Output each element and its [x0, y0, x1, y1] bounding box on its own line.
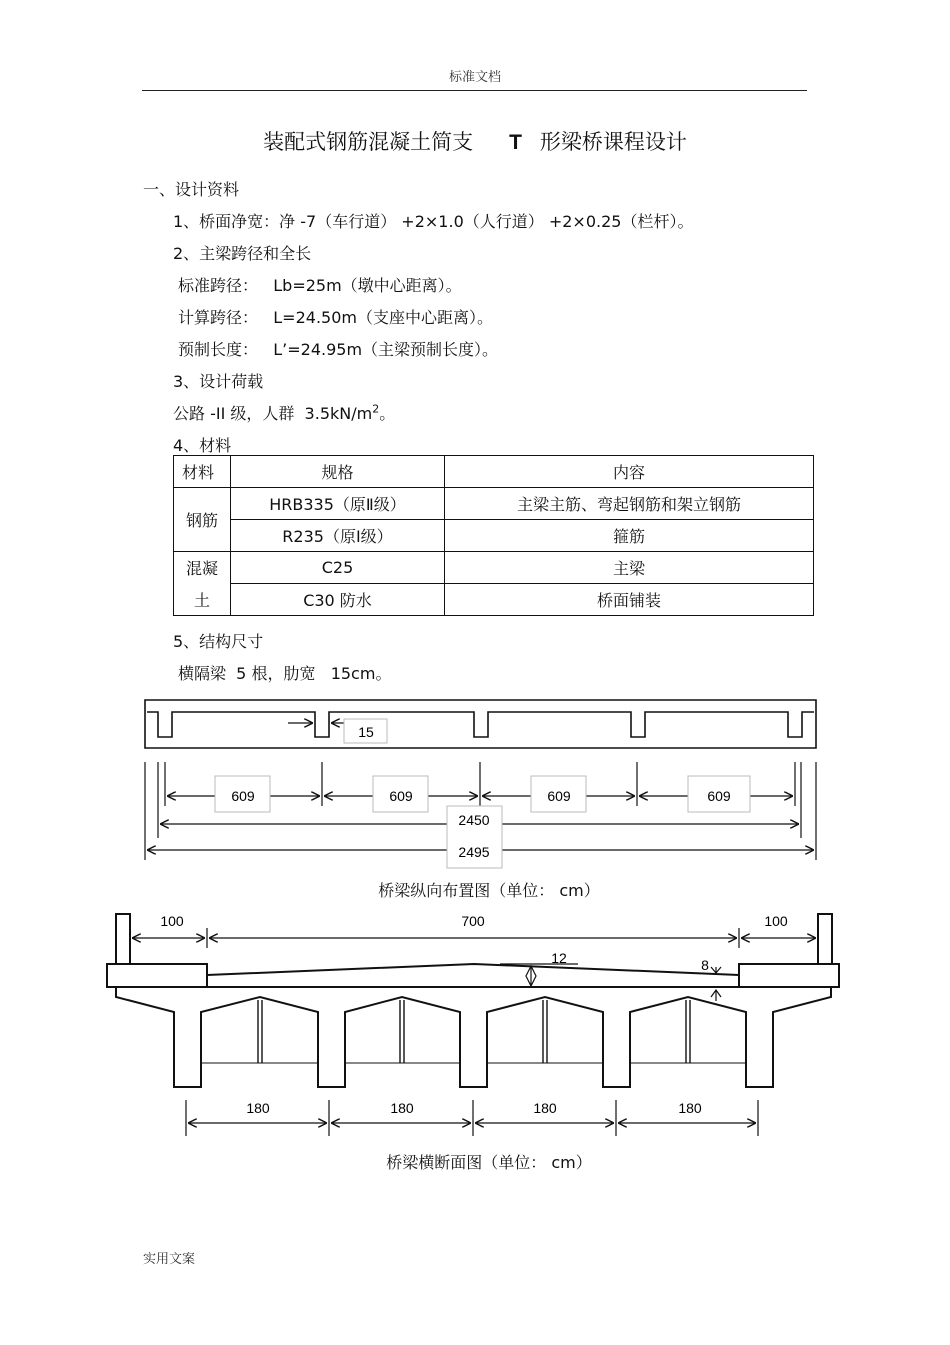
content-cell: 主梁主筋、弯起钢筋和架立钢筋	[445, 488, 814, 520]
diaphragm-lines	[201, 1000, 746, 1063]
girder-spacing-4: 180	[678, 1100, 702, 1116]
pavement-edge-label: 8	[701, 957, 709, 973]
load-end: 。	[379, 404, 396, 423]
total-length-label: 2495	[458, 844, 490, 860]
load-description	[173, 401, 395, 424]
rib-width-label: 15	[358, 724, 374, 740]
item-dimensions: 5、结构尺寸	[173, 632, 264, 651]
table-row	[174, 552, 814, 584]
material-concrete-bottom: 土	[174, 584, 231, 616]
content-cell: 主梁	[445, 552, 814, 584]
span-standard: 标准跨径： Lb=25m（墩中心距离）。	[178, 276, 462, 295]
span-precast: 预制长度： L’=24.95m（主梁预制长度）。	[178, 340, 499, 359]
girder-spacing-lines	[186, 1100, 758, 1136]
span-calculated: 计算跨径： L=24.50m（支座中心距离）。	[178, 308, 493, 327]
longitudinal-caption: 桥梁纵向布置图（单位： cm）	[378, 881, 600, 900]
item-load: 3、设计荷载	[173, 372, 264, 391]
cross-section-diagram	[0, 905, 950, 1143]
content-cell: 箍筋	[445, 520, 814, 552]
sidewalk-left-label: 100	[160, 913, 184, 929]
page-footer: 实用文案	[143, 1252, 196, 1267]
diaphragm-spec: 横隔梁 5 根，肋宽 15cm。	[178, 664, 392, 683]
girder-spacing-3: 180	[533, 1100, 557, 1116]
table-row	[174, 520, 814, 552]
title-letter: T	[509, 131, 522, 154]
girder-spacing-labels	[246, 1100, 702, 1116]
cross-section-caption: 桥梁横断面图（单位： cm）	[386, 1153, 592, 1172]
table-row	[174, 488, 814, 520]
item-deck-width: 1、桥面净宽：净 -7（车行道） +2×1.0（人行道） +2×0.25（栏杆）。	[173, 212, 694, 231]
span-label-2: 609	[389, 788, 413, 804]
spec-cell: R235（原Ⅰ级）	[231, 520, 445, 552]
page-header: 标准文档	[448, 70, 501, 85]
girder-spacing-1: 180	[246, 1100, 270, 1116]
longitudinal-diagram	[0, 690, 950, 870]
spec-cell: C30 防水	[231, 584, 445, 616]
span-label-3: 609	[547, 788, 571, 804]
item-span: 2、主梁跨径和全长	[173, 244, 312, 263]
document-title	[0, 126, 950, 156]
load-superscript: 2	[372, 402, 380, 416]
carriageway-label: 700	[461, 913, 485, 929]
title-prefix: 装配式钢筋混凝土简支	[263, 130, 474, 154]
calc-span-label: 2450	[458, 812, 490, 828]
spec-cell: C25	[231, 552, 445, 584]
sidewalk-right-label: 100	[764, 913, 788, 929]
materials-table	[173, 455, 814, 616]
header-rule	[142, 90, 807, 91]
material-rebar: 钢筋	[174, 488, 231, 552]
span-label-4: 609	[707, 788, 731, 804]
spec-cell: HRB335（原Ⅱ级）	[231, 488, 445, 520]
table-row	[174, 584, 814, 616]
span-label-1: 609	[231, 788, 255, 804]
table-header-row	[174, 456, 814, 488]
header-spec: 规格	[231, 456, 445, 488]
load-text: 公路 -II 级，人群 3.5kN/m	[173, 404, 373, 423]
section-heading: 一、设计资料	[143, 180, 240, 199]
pavement-center-label: 12	[551, 950, 567, 966]
girder-spacing-2: 180	[390, 1100, 414, 1116]
cross-section-outline	[107, 914, 839, 1087]
material-concrete-top: 混凝	[174, 552, 231, 584]
header-material: 材料	[174, 456, 231, 488]
header-content: 内容	[445, 456, 814, 488]
content-cell: 桥面铺装	[445, 584, 814, 616]
girder-elevation	[145, 700, 816, 748]
title-suffix: 形梁桥课程设计	[539, 130, 687, 154]
item-materials: 4、材料	[173, 436, 232, 455]
